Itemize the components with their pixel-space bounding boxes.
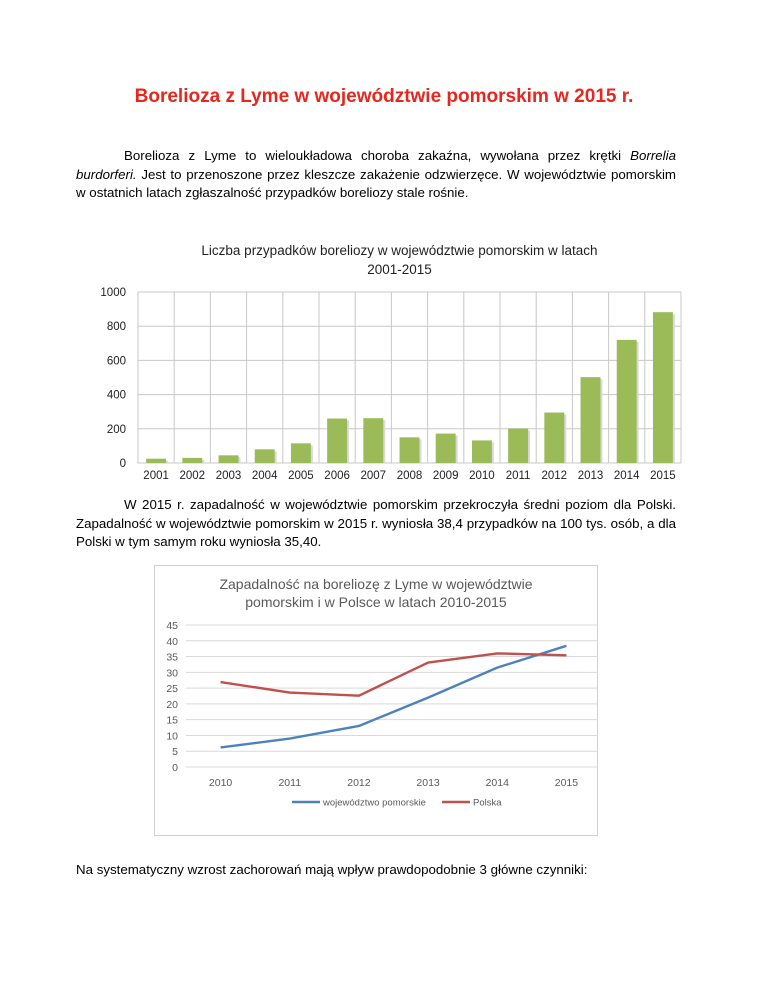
chart2-xtick-label: 2012 (347, 777, 371, 789)
chart1-ytick-label: 800 (106, 321, 126, 334)
chart1-xtick-label: 2002 (179, 470, 206, 480)
chart2-legend-label: Polska (473, 797, 502, 809)
incidence-paragraph (76, 496, 676, 552)
chart2-ytick-label: 30 (166, 667, 178, 680)
chart1-bar (617, 340, 637, 463)
chart1-bar (219, 455, 239, 463)
chart1-xtick-label: 2001 (143, 470, 169, 480)
chart1-bar (544, 413, 564, 463)
chart1-xtick-label: 2012 (541, 470, 568, 480)
chart2-ytick-label: 10 (166, 730, 178, 743)
chart2-xtick-label: 2014 (485, 777, 509, 789)
chart1-bar (327, 419, 347, 463)
chart1-bar (508, 428, 528, 463)
chart2-legend-label: województwo pomorskie (323, 797, 426, 809)
intro-text-b: Jest to przenoszone przez kleszcze zakażenie odzwierzęce. W województwie pomorskim w ostatnich latach zgłaszalność przypadków boreliozy stale rośnie. (76, 166, 676, 201)
chart1-xtick-label: 2003 (215, 470, 242, 480)
chart1-xtick-label: 2007 (360, 470, 387, 480)
chart1-bar (146, 459, 166, 463)
bar-chart-cases (76, 240, 696, 480)
chart1-xtick-label: 2008 (396, 470, 423, 480)
chart1-xtick-label: 2004 (251, 470, 278, 480)
chart1-bar (653, 312, 673, 463)
chart1-bar (581, 377, 601, 463)
chart1-bar (182, 458, 202, 463)
intro-italic-species: Borrelia burdorferi. (76, 148, 676, 182)
chart1-xtick-label: 2010 (469, 470, 495, 480)
chart1-ytick-label: 600 (106, 355, 126, 368)
incidence-text: W 2015 r. zapadalność w województwie pomorskim przekroczyła średni poziom dla Polski. Zapadalność w województwie pomorskim w 2015 r. wyniosła 38,4 przypadków na 100 tys. osób, a dla Polski w tym samym roku wyniosła 35,40. (76, 497, 676, 550)
chart1-bar (436, 434, 456, 463)
chart2-series-line-1 (221, 653, 567, 695)
chart2-xtick-label: 2013 (416, 777, 440, 789)
intro-text-a: Borelioza z Lyme to wieloukładowa choroba zakaźna, wywołana przez krętki (124, 148, 631, 163)
chart1-xtick-label: 2015 (650, 470, 676, 480)
line-chart-incidence (154, 565, 598, 836)
page-title: Borelioza z Lyme w województwie pomorskim w 2015 r. (134, 86, 634, 107)
chart1-xtick-label: 2013 (577, 470, 604, 480)
chart2-ytick-label: 35 (166, 651, 178, 664)
chart2-ytick-label: 5 (172, 746, 178, 759)
chart1-bar (400, 437, 420, 463)
chart1-ytick-label: 400 (106, 389, 126, 402)
intro-paragraph (76, 147, 676, 203)
chart2-title-line1: Zapadalność na boreliozę z Lyme w województwie (219, 576, 533, 592)
chart2-ytick-label: 15 (166, 714, 178, 727)
chart1-ytick-label: 200 (106, 423, 126, 436)
chart1-bar (472, 440, 492, 463)
chart1-xtick-label: 2011 (505, 470, 531, 480)
chart2-xtick-label: 2011 (278, 777, 302, 789)
chart1-bar (291, 443, 311, 463)
chart2-series-line-0 (221, 646, 567, 748)
chart1-xtick-label: 2005 (288, 470, 314, 480)
chart1-title-line2: 2001-2015 (367, 262, 432, 277)
chart1-bar (363, 418, 383, 463)
chart1-xtick-label: 2014 (613, 470, 640, 480)
chart1-xtick-label: 2009 (432, 470, 459, 480)
chart2-xtick-label: 2015 (554, 777, 579, 789)
chart1-title-line1: Liczba przypadków boreliozy w województwie pomorskim w latach (201, 243, 598, 258)
chart2-ytick-label: 45 (166, 620, 178, 632)
chart2-ytick-label: 20 (166, 698, 178, 711)
chart2-xtick-label: 2010 (208, 777, 233, 789)
chart2-ytick-label: 0 (172, 762, 178, 774)
chart1-bar (255, 449, 275, 463)
chart1-xtick-label: 2006 (324, 470, 350, 480)
factors-paragraph: Na systematyczny wzrost zachorowań mają wpływ prawdopodobnie 3 główne czynniki: (76, 862, 588, 877)
chart1-ytick-label: 0 (119, 458, 126, 470)
chart2-ytick-label: 25 (166, 683, 178, 696)
chart2-ytick-label: 40 (166, 635, 178, 648)
chart2-title-line2: pomorskim i w Polsce w latach 2010-2015 (245, 594, 507, 610)
chart1-ytick-label: 1000 (100, 287, 126, 299)
